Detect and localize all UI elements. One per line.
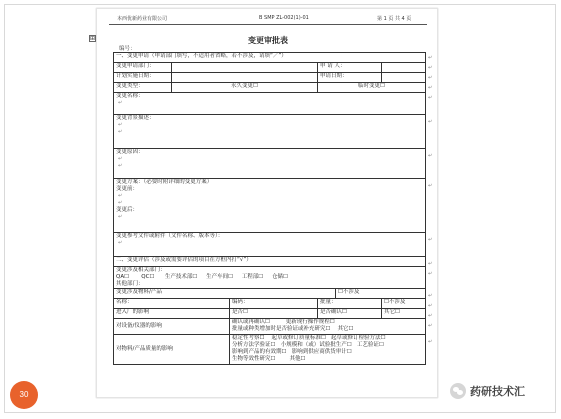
- change-name-cell[interactable]: [114, 93, 426, 115]
- quality-impact-label: 对物料/产品质量的影响: [114, 335, 230, 365]
- related-departments-cell: [114, 267, 426, 289]
- change-name-label: 变更名称：: [116, 93, 144, 99]
- change-type-label: 变更类型：: [114, 83, 172, 93]
- site-yes-checkbox[interactable]: 是否☐: [230, 309, 318, 319]
- stability-study-checkbox[interactable]: 稳定性考察☐: [232, 335, 265, 341]
- temporary-change-checkbox[interactable]: 临时变更☐: [318, 83, 426, 93]
- apply-date-value[interactable]: [382, 73, 426, 83]
- return-mark: ↵: [428, 119, 433, 125]
- return-mark: ↵: [118, 129, 123, 135]
- document-code: B SMP ZL-002(1)-01: [259, 15, 309, 21]
- batch-validation-checkbox[interactable]: 批量或种类增加时是否验证或补充研究☐: [232, 326, 331, 332]
- apply-date-label: 申请日期：: [318, 73, 382, 83]
- change-approval-table: [113, 52, 426, 365]
- shelf-life-checkbox[interactable]: 影响到产品的有效期☐: [232, 349, 287, 355]
- dept-value[interactable]: [172, 63, 318, 73]
- equipment-impact-label: 对设备/仪器的影响: [114, 319, 230, 335]
- plan-date-value[interactable]: [172, 73, 318, 83]
- return-mark: ↵: [118, 163, 123, 169]
- return-mark: ↵: [428, 95, 433, 101]
- return-mark: ↵: [118, 100, 123, 106]
- equipment-other-checkbox[interactable]: 其它☐: [337, 326, 354, 332]
- return-mark: ↵: [118, 193, 123, 199]
- change-plan-label: 变更方案：（必要时附详细的变更方案）: [116, 179, 213, 185]
- return-mark: ↵: [428, 261, 433, 267]
- table-row: [114, 267, 426, 289]
- table-row: [114, 73, 426, 83]
- related-departments-label: 变更涉及相关部门：: [116, 267, 166, 273]
- engineering-checkbox[interactable]: 工程部☐: [241, 274, 264, 280]
- batch-not-involved-checkbox[interactable]: ☐不涉及: [382, 299, 426, 309]
- return-mark: ↵: [118, 156, 123, 162]
- form-title: 变更审批表: [248, 36, 288, 45]
- table-row: [114, 83, 426, 93]
- return-mark: ↵: [428, 293, 433, 299]
- material-code-field[interactable]: 编码：: [230, 299, 318, 309]
- return-mark: ↵: [428, 313, 433, 319]
- equipment-impact-options: [230, 319, 426, 335]
- pilot-batch-checkbox[interactable]: 小规模和（或）试验批生产☐: [280, 342, 352, 348]
- update-sop-checkbox[interactable]: 更新现行操作规程☐: [285, 319, 335, 325]
- form-number-label: 编号：: [119, 46, 136, 52]
- return-mark: ↵: [428, 271, 433, 277]
- return-mark: ↵: [428, 323, 433, 329]
- permanent-change-checkbox[interactable]: 永久变更☐: [172, 83, 318, 93]
- production-tech-checkbox[interactable]: 生产技术部☐: [164, 274, 198, 280]
- change-cause-cell[interactable]: [114, 149, 426, 179]
- page-indicator: 第 1 页 共 4 页: [377, 16, 412, 22]
- quality-other-checkbox[interactable]: 其他☐: [289, 356, 306, 362]
- table-row: [114, 335, 426, 365]
- batch-size-field[interactable]: 批量：: [318, 299, 382, 309]
- applicant-label: 申 请 人：: [318, 63, 382, 73]
- return-mark: ↵: [118, 200, 123, 206]
- return-mark: ↵: [428, 85, 433, 91]
- section1-heading: 一、变更申请（申请部门填写，不适用者省略，若不涉及，请填“／”）: [114, 53, 426, 63]
- plan-date-label: 计划实施日期：: [114, 73, 172, 83]
- before-change-label: 变更前：: [116, 186, 139, 192]
- requalification-checkbox[interactable]: 确认或再确认☐: [232, 319, 270, 325]
- return-mark: ↵: [428, 75, 433, 81]
- table-row: [114, 289, 426, 299]
- table-row: [114, 179, 426, 233]
- supplier-audit-checkbox[interactable]: 影响到供应商供货审计☐: [291, 349, 352, 355]
- table-move-handle-icon[interactable]: ⊞: [90, 35, 96, 42]
- watermark: [450, 381, 525, 401]
- return-mark: ↵: [428, 65, 433, 71]
- document-header: [109, 13, 427, 25]
- table-row: [114, 63, 426, 73]
- table-row: [114, 93, 426, 115]
- change-background-label: 变更背景描述：: [116, 115, 155, 121]
- material-label: 变更涉及物料/产品: [114, 289, 336, 299]
- material-name-field[interactable]: 名称：: [114, 299, 230, 309]
- table-row: [114, 309, 426, 319]
- watermark-text: 药研技术汇: [470, 385, 525, 398]
- change-background-cell[interactable]: [114, 115, 426, 149]
- other-departments-label: 其他部门：: [116, 281, 144, 287]
- return-mark: ↵: [428, 55, 433, 61]
- attachment-cell[interactable]: [114, 233, 426, 257]
- company-name: 本西优新药业有限公司: [117, 16, 168, 22]
- qc-checkbox[interactable]: QC☐: [141, 274, 155, 280]
- applicant-value[interactable]: [382, 63, 426, 73]
- site-impact-label: 进入厂的影响: [114, 309, 230, 319]
- return-mark: ↵: [428, 237, 433, 243]
- table-row: [114, 115, 426, 149]
- section2-heading: 二、变更评估（涉及或需要评估的项目在方框内打“√”）: [114, 257, 426, 267]
- table-row: [114, 233, 426, 257]
- after-change-label: 变更后：: [116, 207, 139, 213]
- site-confirm-checkbox[interactable]: 是否确认☐: [318, 309, 382, 319]
- warehouse-checkbox[interactable]: 仓储☐: [271, 274, 288, 280]
- return-mark: ↵: [118, 122, 123, 128]
- site-other-checkbox[interactable]: 其它☐: [382, 309, 426, 319]
- wechat-icon: [450, 383, 466, 399]
- table-row: [114, 319, 426, 335]
- method-validation-checkbox[interactable]: 分析方法学验证☐: [232, 342, 276, 348]
- qa-checkbox[interactable]: QA☐: [116, 274, 130, 280]
- return-mark: ↵: [118, 240, 123, 246]
- return-mark: ↵: [428, 339, 433, 345]
- table-row: [114, 257, 426, 267]
- slide-page-number: 30: [10, 381, 38, 409]
- quality-impact-options: [230, 335, 426, 365]
- return-mark: ↵: [428, 183, 433, 189]
- revise-spec-checkbox[interactable]: 起草或修订质量标准☐: [271, 335, 326, 341]
- attachment-label: 变更参考文件或附件（文件名称、版本等）：: [116, 233, 224, 239]
- table-row: [114, 53, 426, 63]
- change-cause-label: 变更原因：: [116, 149, 144, 155]
- return-mark: ↵: [118, 214, 123, 220]
- document-page: [90, 8, 438, 398]
- revise-method-checkbox[interactable]: 起草或修订检验方法☐: [331, 335, 386, 341]
- return-mark: ↵: [428, 303, 433, 309]
- dept-label: 变更申请部门：: [114, 63, 172, 73]
- bioequivalence-checkbox[interactable]: 生物等效性研究☐: [232, 356, 276, 362]
- change-plan-cell[interactable]: [114, 179, 426, 233]
- material-not-involved-checkbox[interactable]: ☐不涉及: [336, 289, 426, 299]
- table-row: [114, 299, 426, 309]
- return-mark: ↵: [428, 153, 433, 159]
- process-validation-checkbox[interactable]: 工艺验证☐: [356, 342, 384, 348]
- workshop-checkbox[interactable]: 生产车间☐: [206, 274, 234, 280]
- table-row: [114, 149, 426, 179]
